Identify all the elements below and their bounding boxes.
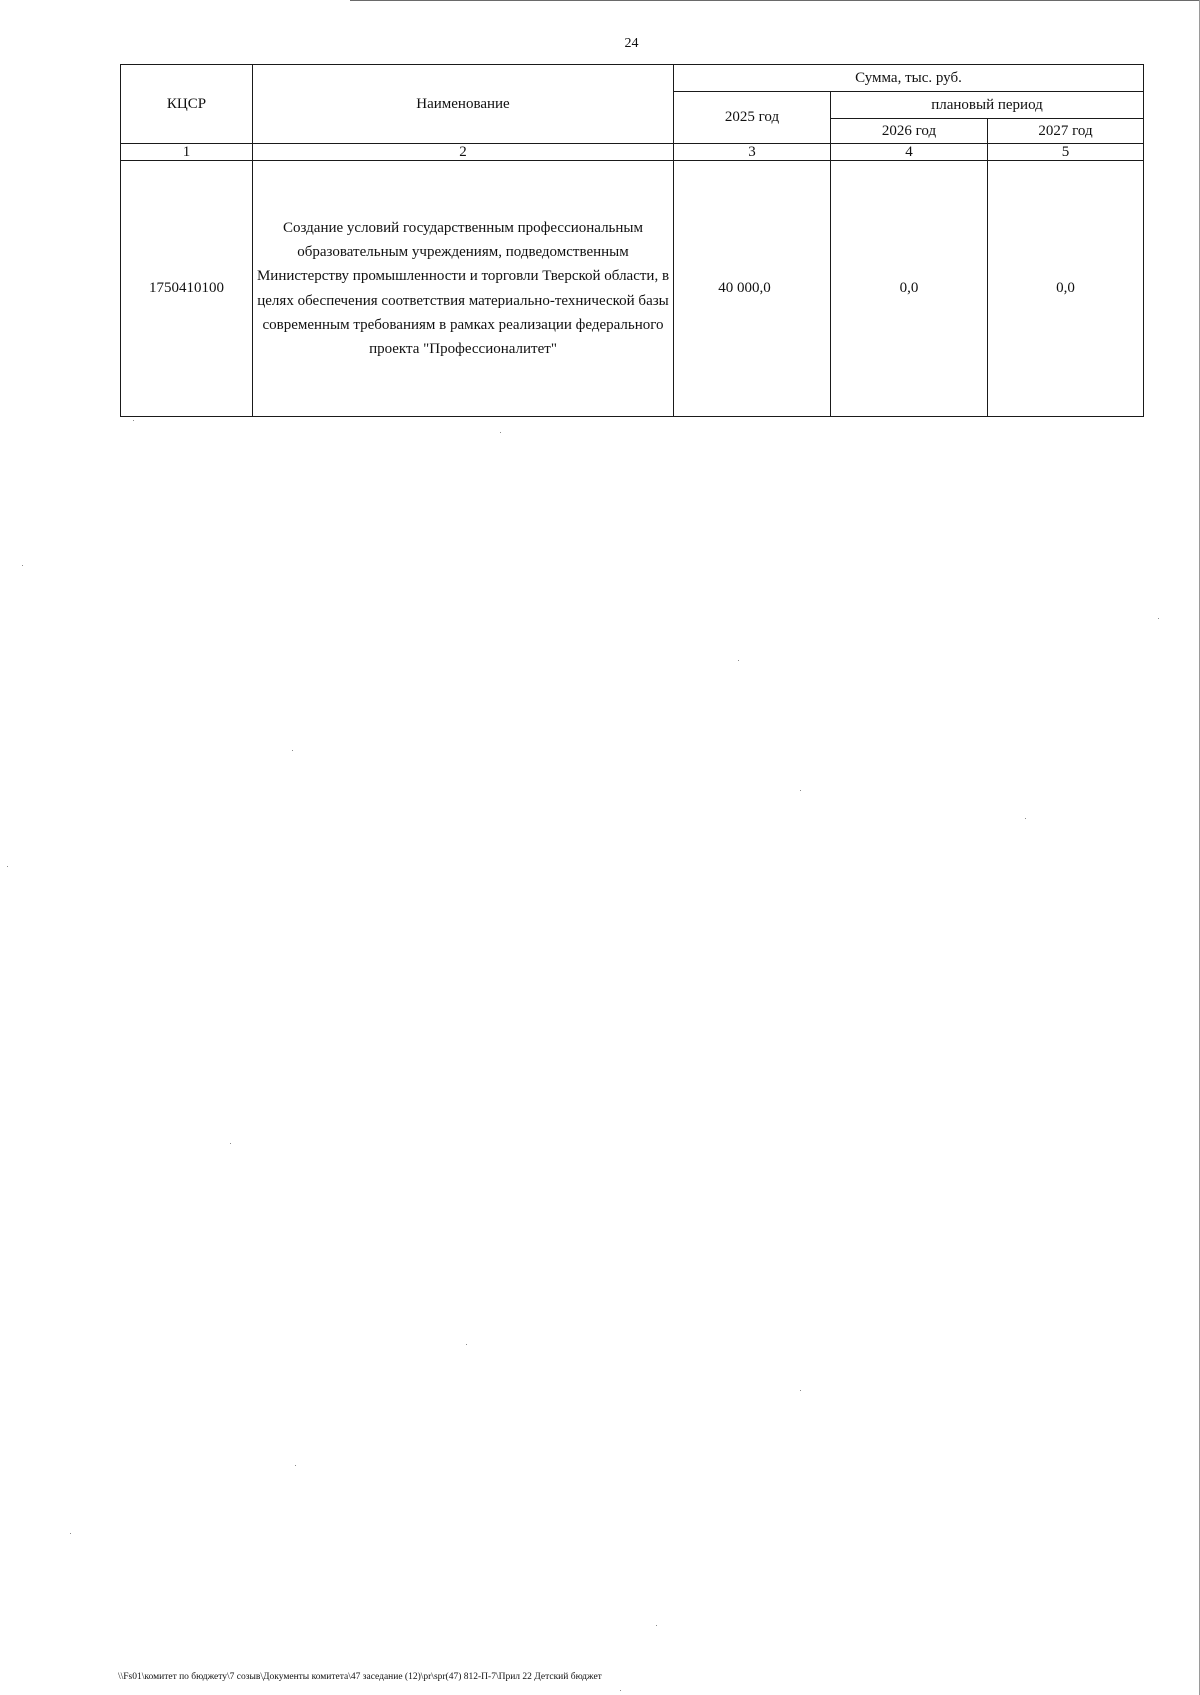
scan-speck xyxy=(738,660,739,661)
scan-speck xyxy=(620,1690,621,1691)
row-name: Создание условий государственным профессиональным образовательным учреждениям, подведомственным Министерству промышленности и торговли Тверской области, в целях обеспечения соответствия материально-технической базы современным требованиям в рамках реализации федерального проекта "Профессионалитет" xyxy=(253,161,674,417)
scan-speck xyxy=(800,790,801,791)
row-amount-2025: 40 000,0 xyxy=(674,161,831,417)
scan-speck xyxy=(7,866,8,867)
scan-edge-top xyxy=(350,0,1200,1)
header-planning-period: плановый период xyxy=(831,92,1144,119)
scan-speck xyxy=(133,420,134,421)
header-year-plan-1: 2026 год xyxy=(831,119,988,144)
table-header-row xyxy=(121,65,1144,92)
footer-file-path: \\Fs01\комитет по бюджету\7 созыв\Документы комитета\47 заседание (12)\pr\spr(47) 812-П-7\Прил 22 Детский бюджет xyxy=(118,1672,602,1682)
scan-speck xyxy=(292,750,293,751)
page-number: 24 xyxy=(624,36,639,51)
row-amount-2027: 0,0 xyxy=(988,161,1144,417)
scan-speck xyxy=(500,432,501,433)
scan-speck xyxy=(656,1625,657,1626)
scan-speck xyxy=(230,1143,231,1144)
column-number: 3 xyxy=(674,144,831,161)
scan-speck xyxy=(1025,818,1026,819)
scan-speck xyxy=(800,1390,801,1391)
scan-speck xyxy=(295,1465,296,1466)
column-number: 1 xyxy=(121,144,253,161)
column-number: 4 xyxy=(831,144,988,161)
budget-table xyxy=(120,64,1144,417)
header-name: Наименование xyxy=(253,65,674,144)
header-year-current: 2025 год xyxy=(674,92,831,144)
scan-speck xyxy=(1158,618,1159,619)
row-amount-2026: 0,0 xyxy=(831,161,988,417)
scan-speck xyxy=(466,1344,467,1345)
scan-speck xyxy=(22,565,23,566)
column-number: 5 xyxy=(988,144,1144,161)
header-code: КЦСР xyxy=(121,65,253,144)
header-sum: Сумма, тыс. руб. xyxy=(674,65,1144,92)
scan-speck xyxy=(70,1533,71,1534)
row-code: 1750410100 xyxy=(121,161,253,417)
table-row xyxy=(121,161,1144,417)
header-year-plan-2: 2027 год xyxy=(988,119,1144,144)
column-number-row xyxy=(121,144,1144,161)
column-number: 2 xyxy=(253,144,674,161)
